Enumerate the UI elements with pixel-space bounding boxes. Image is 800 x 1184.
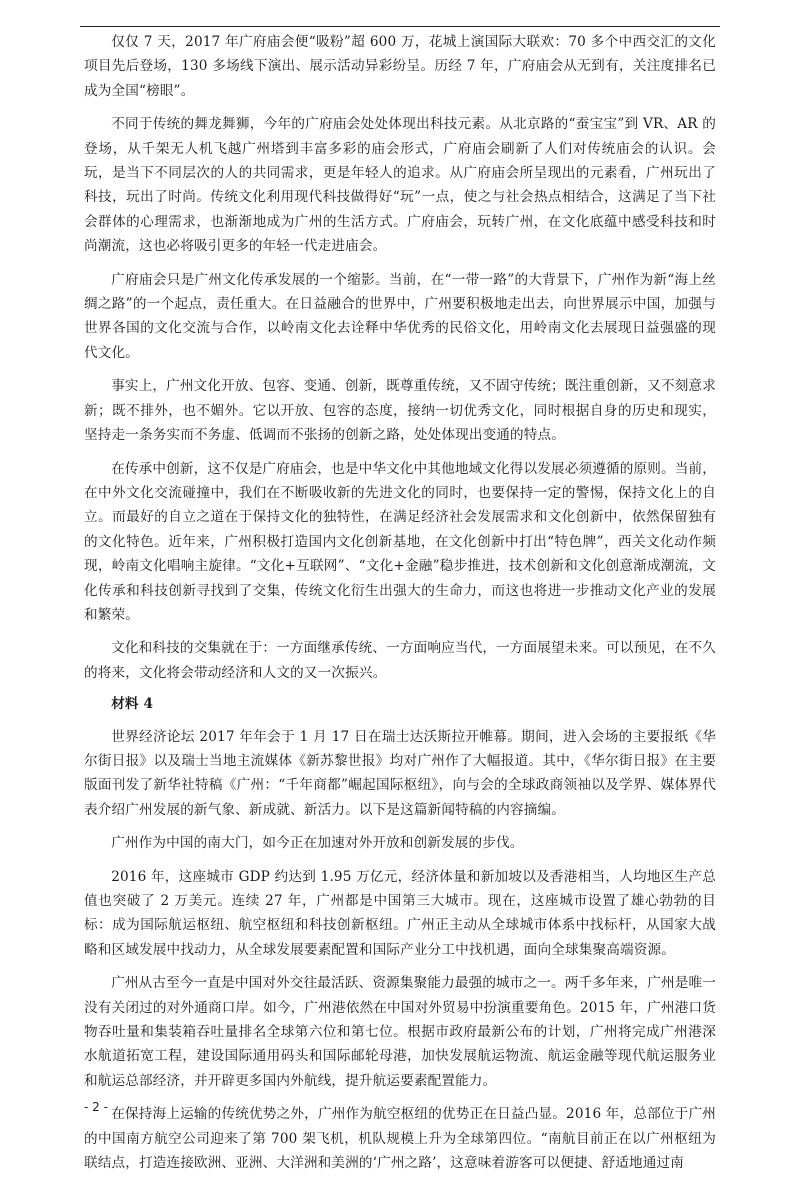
paragraph: 2016 年，这座城市 GDP 约达到 1.95 万亿元，经济体量和新加坡以及香港相当，人均地区生产总值也突破了 2 万美元。连续 27 年，广州都是中国第三大城市。现在，这座城市设置了雄心勃勃的目标：成为国际航运枢纽、航空枢纽和科技创新枢纽。广州正主动从全球城市体系中找标杆，从国家大战略和区域发展中找动力，从全球发展要素配置和国际产业分工中找机遇，面向全球集聚高端资源。 — [84, 868, 716, 958]
paragraph: 世界经济论坛 2017 年年会于 1 月 17 日在瑞士达沃斯拉开帷幕。期间，进入会场的主要报纸《华尔街日报》以及瑞士当地主流媒体《新苏黎世报》均对广州作了大幅报道。其中，《华尔街日报》在主要版面刊发了新华社特稿《广州：“千年商都”崛起国际枢纽》，向与会的全球政商领袖以及学界、媒体界代表介绍广州发展的新气象、新成就、新活力。以下是这篇新闻特稿的内容摘编。 — [84, 728, 716, 818]
paragraph: 文化和科技的交集就在于：一方面继承传统、一方面响应当代，一方面展望未来。可以预见，在不久的将来，文化将会带动经济和人文的又一次振兴。 — [84, 640, 716, 681]
paragraph: 在传承中创新，这不仅是广府庙会，也是中华文化中其他地域文化得以发展必须遵循的原则。当前，在中外文化交流碰撞中，我们在不断吸收新的先进文化的同时，也要保持一定的警惕，保持文化上的自立。而最好的自立之道在于保持文化的独特性，在满足经济社会发展需求和文化创新中，依然保留独有的文化特色。近年来，广州积极打造国内文化创新基地，在文化创新中打出“特色牌”，西关文化动作频现，岭南文化唱响主旋律。“文化+互联网”、“文化+金融”稳步推进，技术创新和文化创意渐成潮流，文化传承和科技创新寻找到了交集，传统文化衍生出强大的生命力，而这也将进一步推动文化产业的发展和繁荣。 — [84, 460, 716, 623]
page-number: - 2 - — [84, 1100, 108, 1114]
section-heading: 材料 4 — [111, 696, 154, 713]
paragraph: 事实上，广州文化开放、包容、变通、创新，既尊重传统，又不固守传统；既注重创新，又不刻意求新；既不排外，也不媚外。它以开放、包容的态度，接纳一切优秀文化，同时根据自身的历史和现实，坚持走一条务实而不务虚、低调而不张扬的创新之路，处处体现出变通的特点。 — [84, 378, 716, 444]
paragraph: 广府庙会只是广州文化传承发展的一个缩影。当前，在“一带一路”的大背景下，广州作为新“海上丝绸之路”的一个起点，责任重大。在日益融合的世界中，广州要积极地走出去，向世界展示中国，加强与世界各国的文化交流与合作，以岭南文化去诠释中华优秀的民俗文化，用岭南文化去展现日益强盛的现代文化。 — [84, 271, 716, 361]
paragraph: 不同于传统的舞龙舞狮，今年的广府庙会处处体现出科技元素。从北京路的“蚕宝宝”到 VR、AR 的登场，从千架无人机飞越广州塔到丰富多彩的庙会形式，广府庙会刷新了人们对传统庙会的认识。会玩，是当下不同层次的人的共同需求，更是年轻人的追求。从广府庙会所呈现出的元素看，广州玩出了科技，玩出了时尚。传统文化利用现代科技做得好“玩”一点，使之与社会热点相结合，这满足了当下社会群体的心理需求，也渐渐地成为广州的生活方式。广府庙会，玩转广州，在文化底蕴中感受科技和时尚潮流，这也必将吸引更多的年轻一代走进庙会。 — [84, 116, 716, 255]
paragraph: 仅仅 7 天，2017 年广府庙会便“吸粉”超 600 万，花城上演国际大联欢：70 多个中西交汇的文化项目先后登场，130 多场线下演出、展示活动异彩纷呈。历经 7 年，广府庙会从无到有，关注度排名已成为全国“榜眼”。 — [84, 34, 716, 99]
paragraph: 广州作为中国的南大门，如今正在加速对外开放和创新发展的步伐。 — [111, 835, 524, 852]
document-body — [84, 30, 716, 1184]
top-rule — [80, 26, 720, 27]
paragraph: 在保持海上运输的传统优势之外，广州作为航空枢纽的优势正在日益凸显。2016 年，总部位于广州的中国南方航空公司迎来了第 700 架飞机，机队规模上升为全球第四位。“南航目前正在以广州枢纽为联结点，打造连接欧洲、亚洲、大洋洲和美洲的‘广州之路’，这意味着游客可以便捷、舒适地通过南 — [84, 1106, 716, 1172]
paragraph: 广州从古至今一直是中国对外交往最活跃、资源集聚能力最强的城市之一。两千多年来，广州是唯一没有关闭过的对外通商口岸。如今，广州港依然在中国对外贸易中扮演重要角色。2015 年，广州港口货物吞吐量和集装箱吞吐量排名全球第六位和第七位。根据市政府最新公布的计划，广州将完成广州港深水航道拓宽工程，建设国际通用码头和国际邮轮母港，加快发展航运物流、航运金融等现代航运服务业和航运总部经济，并开辟更多国内外航线，提升航运要素配置能力。 — [84, 975, 716, 1089]
